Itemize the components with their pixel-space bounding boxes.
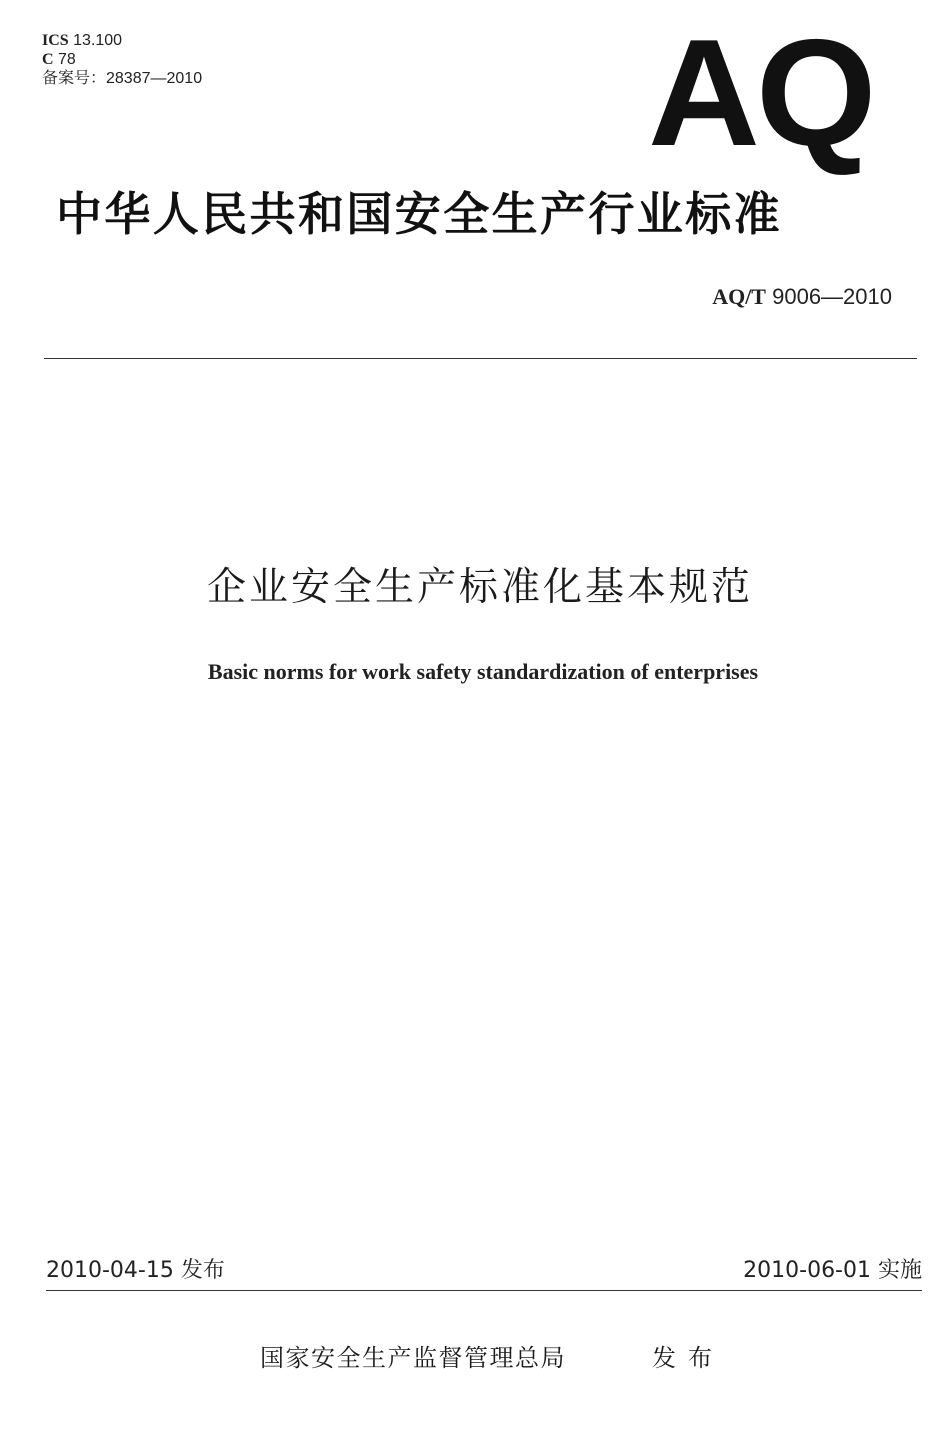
ics-label: ICS	[42, 32, 69, 49]
publish-label: 发布	[652, 1344, 724, 1372]
ics-value: 13.100	[73, 32, 123, 49]
document-title-english: Basic norms for work safety standardization of enterprises	[207, 659, 759, 684]
top-divider	[44, 358, 917, 359]
registration-number: 备案号：28387—2010	[42, 70, 203, 87]
standard-type-heading: 中华人民共和国安全生产行业标准	[56, 187, 782, 241]
aq-logo: AQ	[648, 8, 873, 178]
document-title-chinese: 企业安全生产标准化基本规范	[206, 565, 753, 610]
ics-code	[42, 31, 122, 50]
ccs-label: C	[42, 51, 54, 68]
bottom-divider	[46, 1290, 922, 1291]
implementation-date: 2010-06-01 实施	[743, 1258, 922, 1283]
ccs-code	[42, 50, 76, 69]
standard-code	[712, 283, 892, 311]
standard-code-prefix: AQ/T	[712, 284, 766, 309]
ccs-value: 78	[58, 51, 76, 68]
standard-code-number: 9006—2010	[772, 284, 892, 309]
publisher-name: 国家安全生产监督管理总局	[260, 1344, 566, 1372]
issue-date: 2010-04-15 发布	[46, 1258, 225, 1283]
